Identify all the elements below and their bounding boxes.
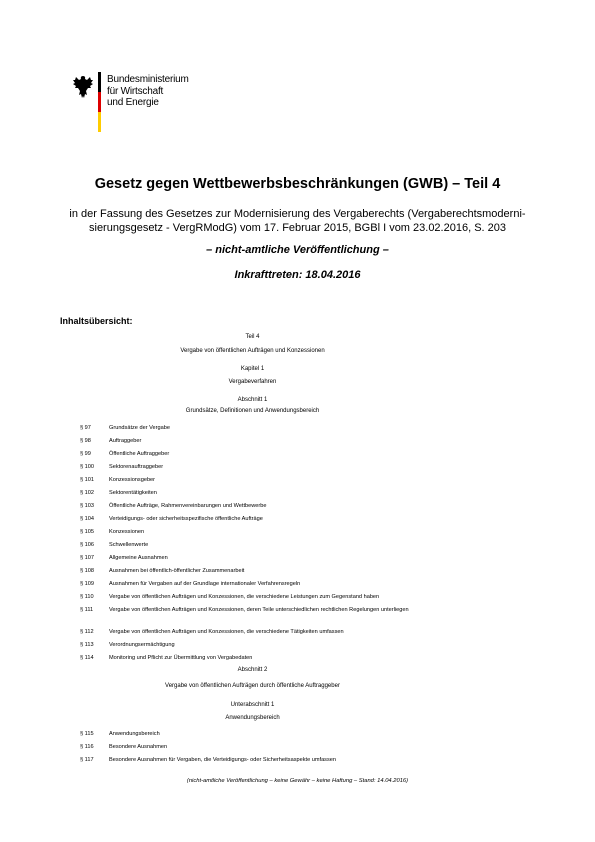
toc-entry[interactable] [80, 607, 440, 625]
toc-entry-title: Grundsätze der Vergabe [109, 425, 170, 431]
flag-stripe-gold [98, 112, 101, 132]
section-label: Abschnitt 2 [237, 667, 268, 673]
toc-entry[interactable] [80, 629, 440, 641]
toc-entry-title: Verteidigungs- oder sicherheitsspezifische öffentliche Aufträge [109, 516, 263, 522]
ministry-line: und Energie [107, 97, 159, 108]
toc-entry-number: § 99 [80, 451, 91, 457]
toc-entry-number: § 116 [80, 744, 94, 750]
toc-entry-title: Schwellenwerte [109, 542, 149, 548]
toc-entry-number: § 114 [80, 655, 94, 661]
chapter-title: Vergabeverfahren [228, 379, 277, 385]
toc-entry-title: Öffentliche Aufträge, Rahmenvereinbarungen und Wettbewerbe [109, 503, 267, 509]
toc-entry[interactable] [80, 744, 440, 756]
toc-entry-number: § 109 [80, 581, 94, 587]
toc-entry[interactable] [80, 555, 440, 567]
toc-entry[interactable] [80, 757, 440, 769]
toc-heading: Inhaltsübersicht: [60, 316, 133, 326]
toc-entry-number: § 98 [80, 438, 91, 444]
toc-entry[interactable] [80, 425, 440, 437]
toc-entry-number: § 101 [80, 477, 94, 483]
toc-entry-number: § 108 [80, 568, 94, 574]
subsection-title: Anwendungsbereich [225, 715, 280, 721]
toc-entry-title: Besondere Ausnahmen [109, 744, 168, 750]
toc-entry-number: § 111 [80, 607, 94, 613]
section-label: Abschnitt 1 [237, 397, 268, 403]
toc-entry-title: Sektorentätigkeiten [109, 490, 157, 496]
toc-entry-title: Konzessionen [109, 529, 145, 535]
toc-entry-number: § 117 [80, 757, 94, 763]
toc-entry-title: Allgemeine Ausnahmen [109, 555, 168, 561]
toc-entry-title: Besondere Ausnahmen für Vergaben, die Verteidigungs- oder Sicherheitsaspekte umfassen [109, 757, 337, 763]
toc-entry[interactable] [80, 542, 440, 554]
ministry-line: Bundesministerium [107, 74, 189, 85]
toc-entry-title: Anwendungsbereich [109, 731, 160, 737]
section-title: Grundsätze, Definitionen und Anwendungsbereich [185, 408, 320, 414]
toc-entry[interactable] [80, 594, 440, 606]
section-title: Vergabe von öffentlichen Aufträgen durch öffentliche Auftraggeber [165, 683, 340, 689]
federal-eagle-icon [72, 74, 94, 100]
publication-notice: – nicht-amtliche Veröffentlichung – [206, 244, 389, 256]
toc-entry[interactable] [80, 516, 440, 528]
flag-bar [98, 72, 101, 132]
toc-entry[interactable] [80, 655, 440, 667]
toc-entry-title: Vergabe von öffentlichen Aufträgen und Konzessionen, die verschiedene Leistungen zum Gegenstand haben [109, 594, 380, 600]
toc-entry-number: § 97 [80, 425, 91, 431]
toc-entry-title: Auftraggeber [109, 438, 142, 444]
toc-entry-title: Konzessionsgeber [109, 477, 156, 483]
toc-entry-title: Monitoring und Pflicht zur Übermittlung von Vergabedaten [109, 655, 253, 661]
toc-entry-number: § 112 [80, 629, 94, 635]
toc-entry[interactable] [80, 529, 440, 541]
toc-entry[interactable] [80, 438, 440, 450]
toc-entry-number: § 103 [80, 503, 94, 509]
toc-entry-number: § 102 [80, 490, 94, 496]
toc-entry-number: § 105 [80, 529, 94, 535]
toc-entry[interactable] [80, 642, 440, 654]
toc-entry-title: Ausnahmen für Vergaben auf der Grundlage internationaler Verfahrensregeln [109, 581, 301, 587]
part-label: Teil 4 [245, 334, 260, 340]
toc-entry[interactable] [80, 490, 440, 502]
toc-entry-title: Ausnahmen bei öffentlich-öffentlicher Zusammenarbeit [109, 568, 245, 574]
flag-stripe-black [98, 72, 101, 92]
page-footer: (nicht-amtliche Veröffentlichung – keine Gewähr – keine Haftung – Stand: 14.04.2016) [186, 778, 409, 784]
toc-entry-number: § 104 [80, 516, 94, 522]
chapter-label: Kapitel 1 [240, 366, 265, 372]
toc-entry[interactable] [80, 568, 440, 580]
toc-entry-title: Vergabe von öffentlichen Aufträgen und Konzessionen, die verschiedene Tätigkeiten umfassen [109, 629, 344, 635]
toc-entry[interactable] [80, 731, 440, 743]
document-title: Gesetz gegen Wettbewerbsbeschränkungen (GWB) – Teil 4 [94, 176, 501, 192]
toc-entry-number: § 100 [80, 464, 94, 470]
toc-entry[interactable] [80, 477, 440, 489]
toc-entry-title: Öffentliche Auftraggeber [109, 451, 170, 457]
toc-entry-number: § 115 [80, 731, 94, 737]
toc-entry-number: § 110 [80, 594, 94, 600]
toc-entry[interactable] [80, 581, 440, 593]
toc-entry-number: § 106 [80, 542, 94, 548]
toc-entry-title: Verordnungsermächtigung [109, 642, 175, 648]
flag-stripe-red [98, 92, 101, 112]
toc-entry[interactable] [80, 503, 440, 515]
document-subtitle: in der Fassung des Gesetzes zur Modernisierung des Vergaberechts (Vergaberechtsmoderni-sierungsgesetz - VergRModG) vom 17. Februar 2015, BGBl I vom 23.02.2016, S. 203 [69, 208, 526, 234]
subsection-label: Unterabschnitt 1 [230, 702, 275, 708]
ministry-line: für Wirtschaft [107, 85, 164, 97]
toc-entry-number: § 107 [80, 555, 94, 561]
ministry-name [107, 74, 189, 109]
toc-entry-title: Vergabe von öffentlichen Aufträgen und Konzessionen, deren Teile unterschiedlichen rechtlichen Regelungen unterliegen [109, 607, 409, 613]
toc-entry-number: § 113 [80, 642, 94, 648]
toc-entry[interactable] [80, 451, 440, 463]
toc-entry[interactable] [80, 464, 440, 476]
effective-date: Inkrafttreten: 18.04.2016 [234, 269, 361, 281]
ministry-logo [72, 72, 202, 134]
part-title: Vergabe von öffentlichen Aufträgen und Konzessionen [180, 348, 325, 354]
toc-entry-title: Sektorenauftraggeber [109, 464, 164, 470]
